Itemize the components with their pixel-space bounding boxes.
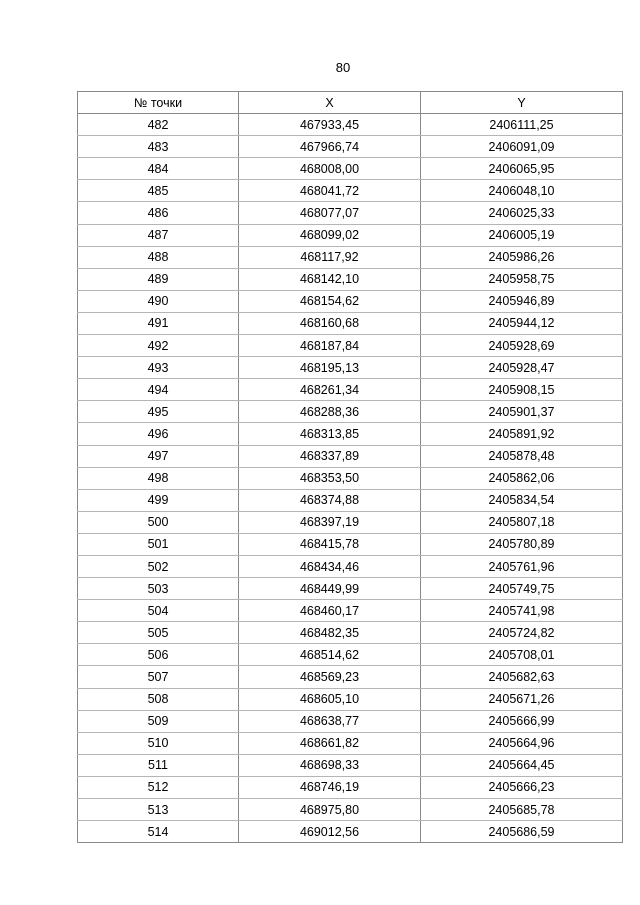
table-row (78, 379, 623, 401)
cell-y: 2405686,59 (421, 821, 623, 843)
table-row (78, 600, 623, 622)
table-row (78, 754, 623, 776)
table-row (78, 710, 623, 732)
cell-point-number: 492 (78, 335, 239, 357)
cell-point-number: 495 (78, 401, 239, 423)
cell-point-number: 486 (78, 202, 239, 224)
cell-point-number: 491 (78, 312, 239, 334)
table-row (78, 666, 623, 688)
cell-x: 468514,62 (239, 644, 421, 666)
cell-y: 2405878,48 (421, 445, 623, 467)
table-row (78, 555, 623, 577)
table-row (78, 114, 623, 136)
table-row (78, 688, 623, 710)
table-row (78, 821, 623, 843)
cell-x: 468008,00 (239, 158, 421, 180)
cell-y: 2406111,25 (421, 114, 623, 136)
cell-y: 2405901,37 (421, 401, 623, 423)
cell-y: 2405908,15 (421, 379, 623, 401)
cell-x: 468434,46 (239, 555, 421, 577)
table-body (78, 114, 623, 843)
cell-x: 468605,10 (239, 688, 421, 710)
page-number: 80 (335, 60, 351, 75)
cell-point-number: 502 (78, 555, 239, 577)
cell-x: 468337,89 (239, 445, 421, 467)
cell-point-number: 503 (78, 578, 239, 600)
cell-point-number: 505 (78, 622, 239, 644)
cell-point-number: 508 (78, 688, 239, 710)
cell-x: 468077,07 (239, 202, 421, 224)
cell-point-number: 483 (78, 136, 239, 158)
header-point-number: № точки (78, 92, 239, 114)
cell-y: 2405749,75 (421, 578, 623, 600)
cell-y: 2406065,95 (421, 158, 623, 180)
table-row (78, 732, 623, 754)
cell-x: 467966,74 (239, 136, 421, 158)
table-row (78, 467, 623, 489)
table-row (78, 799, 623, 821)
cell-point-number: 509 (78, 710, 239, 732)
cell-point-number: 514 (78, 821, 239, 843)
header-row (78, 92, 623, 114)
cell-x: 468187,84 (239, 335, 421, 357)
cell-point-number: 500 (78, 511, 239, 533)
cell-x: 468698,33 (239, 754, 421, 776)
cell-point-number: 494 (78, 379, 239, 401)
table-row (78, 136, 623, 158)
cell-y: 2406025,33 (421, 202, 623, 224)
coordinates-table (77, 91, 623, 843)
cell-y: 2405780,89 (421, 533, 623, 555)
cell-x: 468154,62 (239, 290, 421, 312)
cell-x: 468099,02 (239, 224, 421, 246)
header-y: Y (421, 92, 623, 114)
cell-point-number: 484 (78, 158, 239, 180)
cell-x: 468313,85 (239, 423, 421, 445)
cell-point-number: 496 (78, 423, 239, 445)
cell-y: 2405761,96 (421, 555, 623, 577)
cell-y: 2405958,75 (421, 268, 623, 290)
table-row (78, 158, 623, 180)
cell-x: 468415,78 (239, 533, 421, 555)
cell-x: 468288,36 (239, 401, 421, 423)
table-header (78, 92, 623, 114)
cell-y: 2405862,06 (421, 467, 623, 489)
cell-point-number: 511 (78, 754, 239, 776)
cell-x: 468569,23 (239, 666, 421, 688)
cell-x: 468746,19 (239, 776, 421, 798)
cell-x: 468117,92 (239, 246, 421, 268)
cell-point-number: 504 (78, 600, 239, 622)
cell-x: 468975,80 (239, 799, 421, 821)
cell-y: 2405685,78 (421, 799, 623, 821)
table-row (78, 357, 623, 379)
cell-y: 2405666,99 (421, 710, 623, 732)
table-row (78, 290, 623, 312)
table-row (78, 246, 623, 268)
cell-y: 2405891,92 (421, 423, 623, 445)
cell-point-number: 510 (78, 732, 239, 754)
table-row (78, 401, 623, 423)
cell-y: 2405834,54 (421, 489, 623, 511)
cell-y: 2405928,47 (421, 357, 623, 379)
table-row (78, 224, 623, 246)
cell-x: 468460,17 (239, 600, 421, 622)
cell-x: 468195,13 (239, 357, 421, 379)
table-row (78, 578, 623, 600)
cell-y: 2406048,10 (421, 180, 623, 202)
cell-x: 468638,77 (239, 710, 421, 732)
header-x: X (239, 92, 421, 114)
table-row (78, 533, 623, 555)
cell-y: 2406091,09 (421, 136, 623, 158)
cell-point-number: 501 (78, 533, 239, 555)
cell-x: 468142,10 (239, 268, 421, 290)
table-row (78, 776, 623, 798)
cell-point-number: 497 (78, 445, 239, 467)
table-row (78, 622, 623, 644)
cell-y: 2406005,19 (421, 224, 623, 246)
table-row (78, 180, 623, 202)
cell-y: 2405682,63 (421, 666, 623, 688)
cell-point-number: 489 (78, 268, 239, 290)
cell-point-number: 488 (78, 246, 239, 268)
cell-point-number: 498 (78, 467, 239, 489)
cell-point-number: 482 (78, 114, 239, 136)
table-row (78, 268, 623, 290)
cell-x: 468261,34 (239, 379, 421, 401)
cell-x: 467933,45 (239, 114, 421, 136)
cell-y: 2405724,82 (421, 622, 623, 644)
table-row (78, 423, 623, 445)
cell-x: 468397,19 (239, 511, 421, 533)
table-row (78, 335, 623, 357)
cell-y: 2405664,96 (421, 732, 623, 754)
cell-y: 2405946,89 (421, 290, 623, 312)
cell-point-number: 499 (78, 489, 239, 511)
cell-y: 2405708,01 (421, 644, 623, 666)
cell-point-number: 490 (78, 290, 239, 312)
cell-x: 469012,56 (239, 821, 421, 843)
cell-y: 2405671,26 (421, 688, 623, 710)
cell-x: 468041,72 (239, 180, 421, 202)
cell-y: 2405664,45 (421, 754, 623, 776)
cell-x: 468449,99 (239, 578, 421, 600)
cell-point-number: 506 (78, 644, 239, 666)
cell-x: 468661,82 (239, 732, 421, 754)
cell-point-number: 493 (78, 357, 239, 379)
cell-x: 468160,68 (239, 312, 421, 334)
table-row (78, 445, 623, 467)
table-row (78, 489, 623, 511)
table-row (78, 644, 623, 666)
cell-x: 468353,50 (239, 467, 421, 489)
table-row (78, 312, 623, 334)
table-row (78, 511, 623, 533)
cell-y: 2405928,69 (421, 335, 623, 357)
cell-y: 2405807,18 (421, 511, 623, 533)
cell-y: 2405666,23 (421, 776, 623, 798)
table-row (78, 202, 623, 224)
cell-y: 2405741,98 (421, 600, 623, 622)
cell-x: 468482,35 (239, 622, 421, 644)
cell-y: 2405986,26 (421, 246, 623, 268)
cell-y: 2405944,12 (421, 312, 623, 334)
cell-point-number: 512 (78, 776, 239, 798)
cell-point-number: 507 (78, 666, 239, 688)
cell-point-number: 513 (78, 799, 239, 821)
cell-point-number: 485 (78, 180, 239, 202)
cell-point-number: 487 (78, 224, 239, 246)
cell-x: 468374,88 (239, 489, 421, 511)
